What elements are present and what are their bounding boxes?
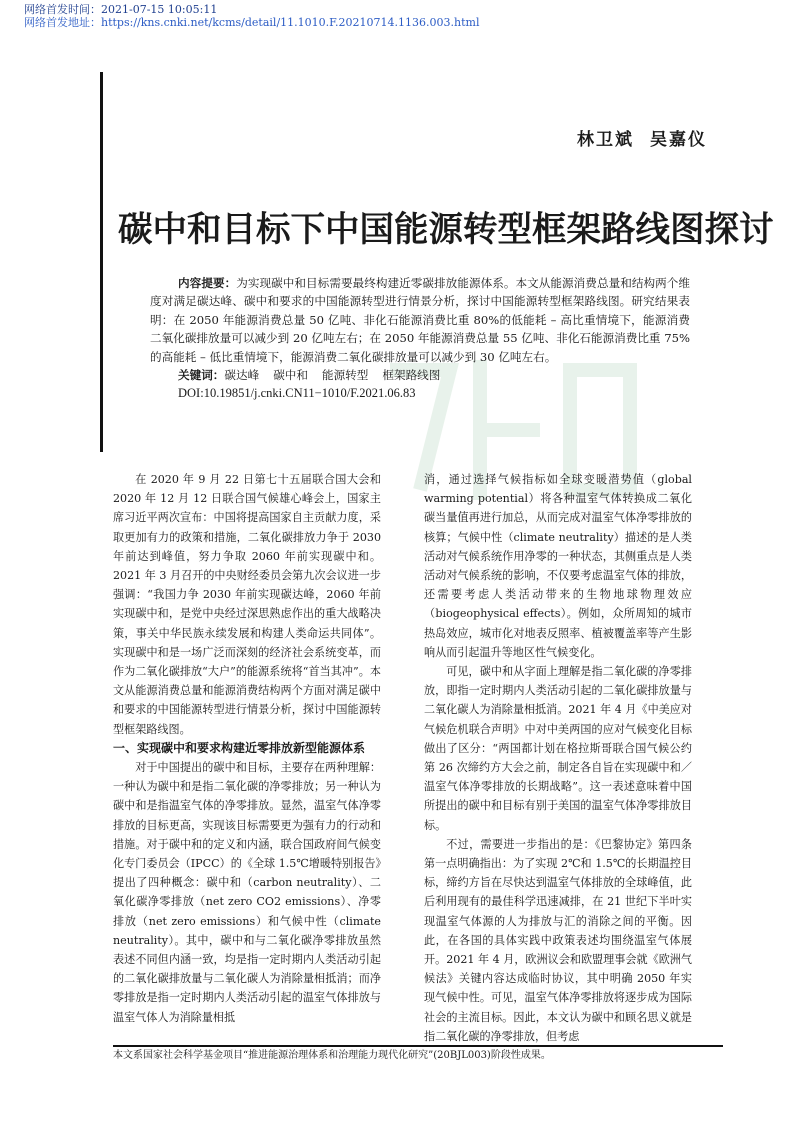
publish-time-label: 网络首发时间： [24,3,101,16]
abstract-paragraph [150,274,690,366]
keywords-line [150,366,690,384]
paper-title: 碳中和目标下中国能源转型框架路线图探讨 [118,210,774,250]
keywords-label: 关键词： [178,368,225,383]
body-paragraph: 消，通过选择气候指标如全球变暖潜势值（global warming potential）将各种温室气体转换成二氧化碳当量值再进行加总，从而完成对温室气体净零排放的核算；气候中性（climate neutrality）描述的是人类活动对气候系统作用净零的一种状态，其侧重点是人类活动对气候系统的影响，不仅要考虑温室气体的排放，还需要考虑人类活动带来的生物地球物理效应（biogeophysical effects）。例如，众所周知的城市热岛效应，城市化对地表反照率、植被覆盖率等产生影响从而引起温升等地区性气候变化。 [424,473,692,659]
author-1: 林卫斌 [577,130,634,150]
body-paragraph: 在 2020 年 9 月 22 日第七十五届联合国大会和 2020 年 12 月 12 日联合国气候雄心峰会上，国家主席习近平两次宣布：中国将提高国家自主贡献力度，采取更加有力的政策和措施，二氧化碳排放力争于 2030 年前达到峰值，努力争取 2060 年前实现碳中和。2021 年 3 月召开的中央财经委员会第九次会议进一步强调：“我国力争 2030 年前实现碳达峰，2060 年前实现碳中和，是党中央经过深思熟虑作出的重大战略决策，事关中华民族永续发展和构建人类命运共同体”。实现碳中和是一场广泛而深刻的经济社会系统变革，而作为二氧化碳排放“大户”的能源系统将“首当其冲”。本文从能源消费总量和能源消费结构两个方面对满足碳中和要求的中国能源转型进行情景分析，探讨中国能源转型框架路线图。 [113,473,381,736]
publish-address-label: 网络首发地址： [24,16,101,29]
body-paragraph: 不过，需要进一步指出的是：《巴黎协定》第四条第一点明确指出：为了实现 2℃和 1.5℃的长期温控目标，缔约方旨在尽快达到温室气体排放的全球峰值，此后利用现有的最佳科学迅速减排，在 21 世纪下半叶实现温室气体源的人为排放与汇的消除之间的平衡。因此，在各国的具体实践中政策表述均围绕温室气体展开。2021 年 4 月，欧洲议会和欧盟理事会就《欧洲气候法》关键内容达成临时协议，其中明确 2050 年实现气候中性。可见，温室气体净零排放将逐步成为国际社会的主流目标。因此，本文认为碳中和顾名思义就是指二氧化碳的净零排放，但考虑 [424,837,692,1043]
abstract-label: 内容提要： [178,276,237,290]
doi-line: DOI:10.19851/j.cnki.CN11−1010/F.2021.06.83 [178,386,416,401]
left-decorative-bar [100,72,103,452]
body-paragraph: 可见，碳中和从字面上理解是指二氧化碳的净零排放，即指一定时期内人类活动引起的二氧化碳排放量与二氧化碳人为消除量相抵消。2021 年 4 月《中美应对气候危机联合声明》中对中美两国的应对气候变化目标做出了区分：“两国都计划在格拉斯哥联合国气候公约第 26 次缔约方大会之前，制定各自旨在实现碳中和／温室气体净零排放的长期战略”。这一表述意味着中国所提出的碳中和目标有别于美国的温室气体净零排放目标。 [424,665,692,832]
keyword-item: 碳达峰 [224,368,260,383]
keyword-item: 框架路线图 [382,368,441,383]
publish-address-line [24,16,479,29]
publish-time-line [24,3,217,16]
publish-time: 2021-07-15 10:05:11 [101,3,218,16]
keyword-item: 能源转型 [321,368,369,383]
abstract-text: 为实现碳中和目标需要最终构建近零碳排放能源体系。本文从能源消费总量和结构两个维度对满足碳达峰、碳中和要求的中国能源转型进行情景分析，探讨中国能源转型框架路线图。研究结果表明：在 2050 年能源消费总量 50 亿吨、非化石能源消费比重 80%的低能耗 – 高比重情境下，能源消费二氧化碳排放量可以减少到 20 亿吨左右；在 2050 年能源消费总量 55 亿吨、非化石能源消费比重 75%的高能耗 – 低比重情境下，能源消费二氧化碳排放量可以减少到 30 亿吨左右。 [150,276,690,364]
author-2: 吴嘉仪 [650,130,707,150]
author-list [561,125,707,150]
body-column-left [113,470,381,1027]
body-paragraph: 对于中国提出的碳中和目标，主要存在两种理解：一种认为碳中和是指二氧化碳的净零排放；另一种认为碳中和是指温室气体的净零排放。显然，温室气体净零排放的目标更高，实现该目标需要更为强有力的行动和措施。对于碳中和的定义和内涵，联合国政府间气候变化专门委员会（IPCC）的《全球 1.5℃增暖特别报告》提出了四种概念：碳中和（carbon neutrality）、二氧化碳净零排放（net zero CO2 emissions）、净零排放（net zero emissions）和气候中性（climate neutrality）。其中，碳中和与二氧化碳净零排放虽然表述不同但内涵一致，均是指一定时期内人类活动引起的二氧化碳排放量与二氧化碳人为消除量相抵消；而净零排放是指一定时期内人类活动引起的温室气体排放与温室气体人为消除量相抵 [113,761,381,1024]
keyword-item: 碳中和 [273,368,308,383]
footnote-divider [113,1045,723,1047]
funding-footnote: 本文系国家社会科学基金项目“推进能源治理体系和治理能力现代化研究”(20BJL003)阶段性成果。 [113,1050,551,1061]
abstract-block [150,274,690,403]
body-column-right [424,470,692,1046]
publish-url-link[interactable]: https://kns.cnki.net/kcms/detail/11.1010.F.20210714.1136.003.html [101,16,480,29]
section-heading: 一、实现碳中和要求构建近零排放新型能源体系 [113,740,366,755]
